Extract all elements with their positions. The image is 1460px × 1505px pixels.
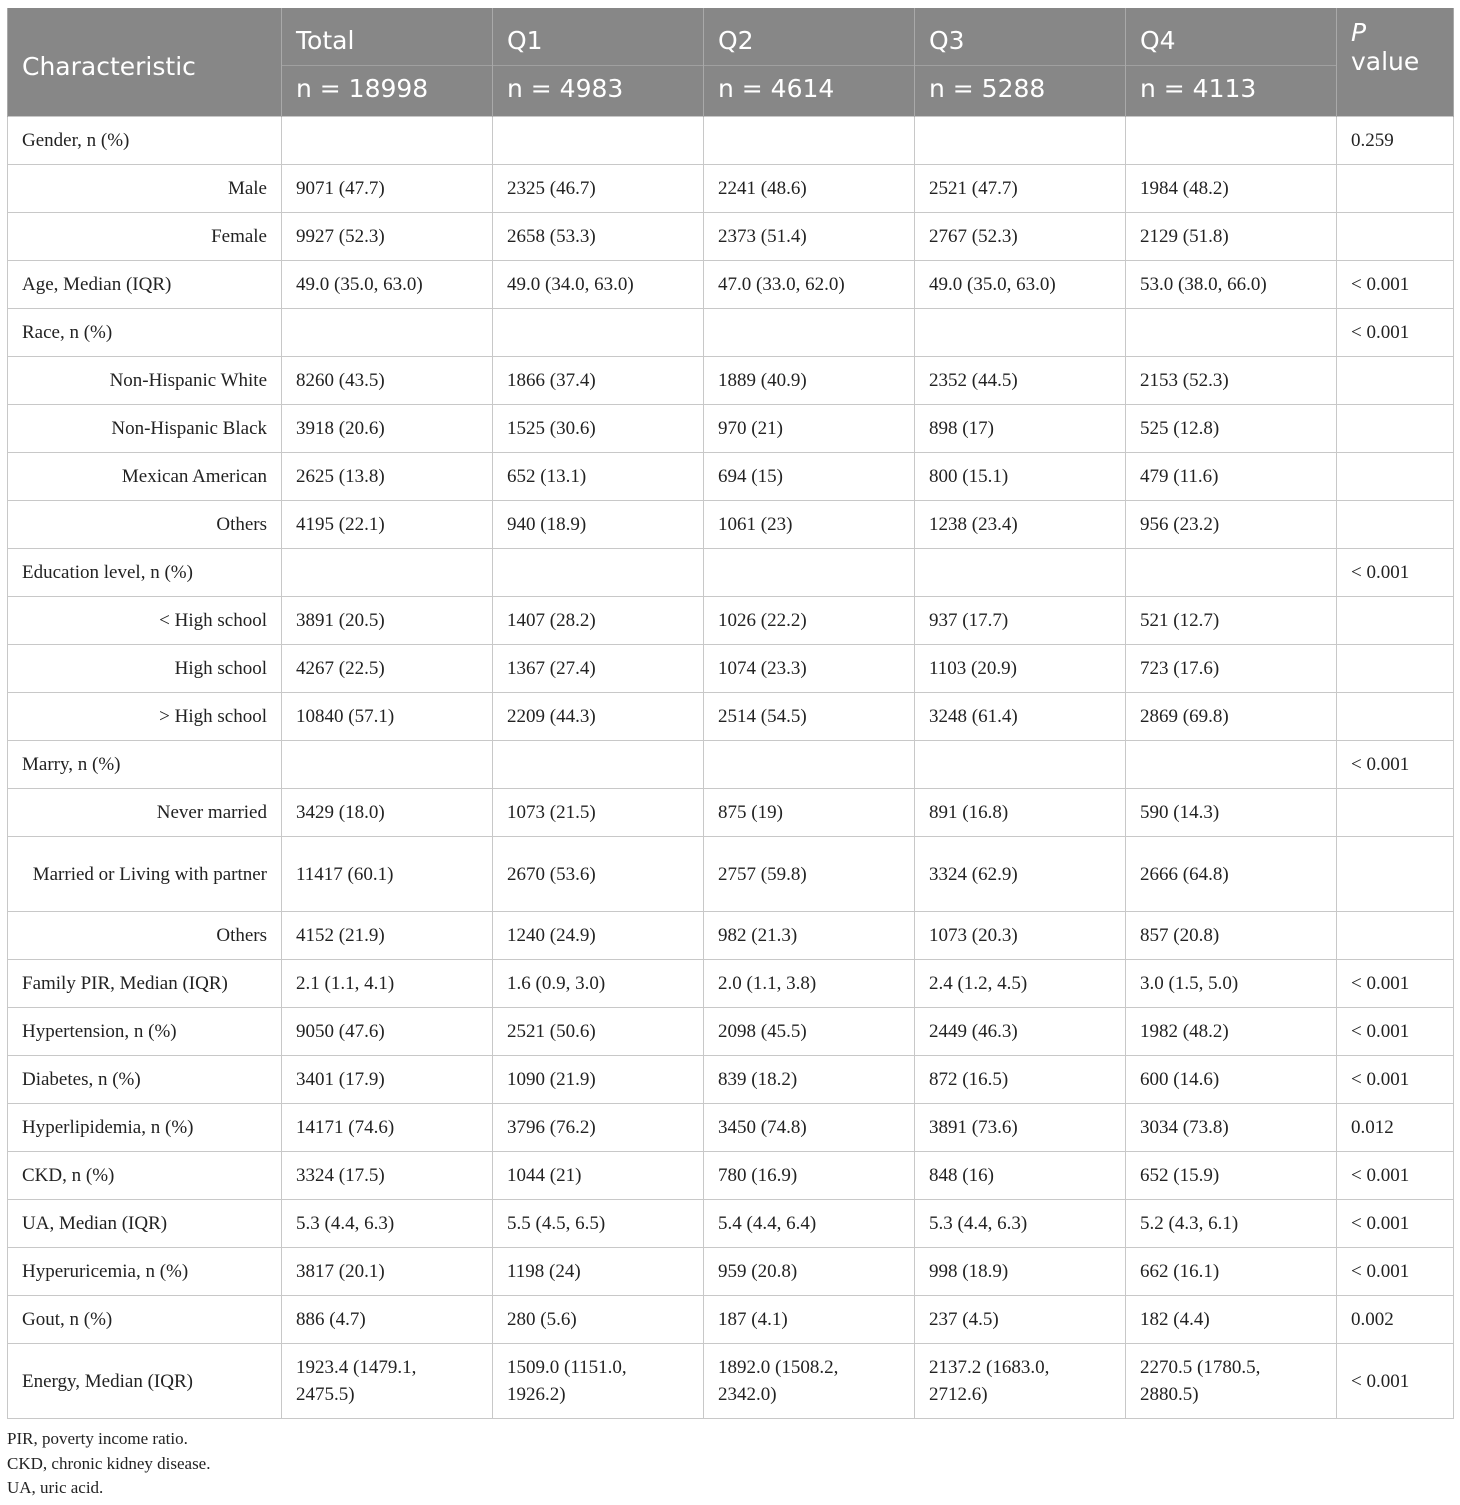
cell-value (704, 309, 915, 357)
cell-pvalue (1337, 693, 1454, 741)
cell-value: 2521 (47.7) (915, 165, 1126, 213)
cell-value: 982 (21.3) (704, 912, 915, 960)
header-pvalue-italic: P (1351, 18, 1367, 47)
cell-value: 5.4 (4.4, 6.4) (704, 1200, 915, 1248)
table-header (8, 8, 1454, 117)
cell-pvalue: 0.259 (1337, 117, 1454, 165)
cell-value: 3034 (73.8) (1126, 1104, 1337, 1152)
cell-value (282, 549, 493, 597)
cell-value: 1892.0 (1508.2, 2342.0) (704, 1344, 915, 1419)
characteristics-table (7, 8, 1454, 1419)
cell-value: 937 (17.7) (915, 597, 1126, 645)
table-row (8, 261, 1454, 309)
header-group-label: Q3 (915, 8, 1126, 66)
cell-pvalue: < 0.001 (1337, 1344, 1454, 1419)
row-label: UA, Median (IQR) (8, 1200, 282, 1248)
cell-value (1126, 549, 1337, 597)
row-label: Gout, n (%) (8, 1296, 282, 1344)
cell-value: 2757 (59.8) (704, 837, 915, 912)
cell-value: 891 (16.8) (915, 789, 1126, 837)
cell-pvalue (1337, 165, 1454, 213)
cell-value: 2514 (54.5) (704, 693, 915, 741)
table-footnotes (7, 1427, 210, 1501)
cell-value: 1866 (37.4) (493, 357, 704, 405)
cell-value: 1061 (23) (704, 501, 915, 549)
cell-value (282, 117, 493, 165)
cell-value (915, 549, 1126, 597)
cell-value: 780 (16.9) (704, 1152, 915, 1200)
cell-value: 237 (4.5) (915, 1296, 1126, 1344)
cell-value: 3918 (20.6) (282, 405, 493, 453)
row-label: Diabetes, n (%) (8, 1056, 282, 1104)
table-row (8, 453, 1454, 501)
cell-value (915, 117, 1126, 165)
header-group-label: Q2 (704, 8, 915, 66)
cell-pvalue: < 0.001 (1337, 1056, 1454, 1104)
cell-pvalue (1337, 645, 1454, 693)
cell-value: 3401 (17.9) (282, 1056, 493, 1104)
row-sublabel: Male (8, 165, 282, 213)
row-sublabel: Female (8, 213, 282, 261)
cell-value: 11417 (60.1) (282, 837, 493, 912)
header-characteristic: Characteristic (8, 8, 282, 117)
cell-pvalue (1337, 597, 1454, 645)
row-sublabel: Mexican American (8, 453, 282, 501)
cell-value: 2767 (52.3) (915, 213, 1126, 261)
cell-value: 3.0 (1.5, 5.0) (1126, 960, 1337, 1008)
cell-value: 2209 (44.3) (493, 693, 704, 741)
table-row (8, 693, 1454, 741)
table-row (8, 165, 1454, 213)
cell-pvalue: < 0.001 (1337, 1200, 1454, 1248)
cell-value: 3817 (20.1) (282, 1248, 493, 1296)
cell-value: 2153 (52.3) (1126, 357, 1337, 405)
row-label: Education level, n (%) (8, 549, 282, 597)
row-label: Family PIR, Median (IQR) (8, 960, 282, 1008)
cell-value: 2.0 (1.1, 3.8) (704, 960, 915, 1008)
cell-value: 2.1 (1.1, 4.1) (282, 960, 493, 1008)
cell-value: 5.3 (4.4, 6.3) (282, 1200, 493, 1248)
row-sublabel: Non-Hispanic Black (8, 405, 282, 453)
cell-value: 1.6 (0.9, 3.0) (493, 960, 704, 1008)
cell-value: 839 (18.2) (704, 1056, 915, 1104)
cell-value: 5.3 (4.4, 6.3) (915, 1200, 1126, 1248)
cell-value: 2869 (69.8) (1126, 693, 1337, 741)
cell-value: 8260 (43.5) (282, 357, 493, 405)
row-sublabel: > High school (8, 693, 282, 741)
cell-value: 1074 (23.3) (704, 645, 915, 693)
cell-value: 9071 (47.7) (282, 165, 493, 213)
table-row (8, 357, 1454, 405)
cell-value: 187 (4.1) (704, 1296, 915, 1344)
cell-value: 2098 (45.5) (704, 1008, 915, 1056)
cell-value: 898 (17) (915, 405, 1126, 453)
cell-value: 2625 (13.8) (282, 453, 493, 501)
cell-pvalue: < 0.001 (1337, 1152, 1454, 1200)
cell-pvalue (1337, 837, 1454, 912)
footnote: CKD, chronic kidney disease. (7, 1453, 211, 1473)
row-label: Hyperlipidemia, n (%) (8, 1104, 282, 1152)
table-row (8, 912, 1454, 960)
cell-value (915, 741, 1126, 789)
cell-value (493, 309, 704, 357)
cell-value (704, 117, 915, 165)
table-row (8, 1056, 1454, 1104)
cell-value: 2449 (46.3) (915, 1008, 1126, 1056)
header-row-labels (8, 8, 1454, 66)
cell-value: 1073 (20.3) (915, 912, 1126, 960)
cell-value: 5.5 (4.5, 6.5) (493, 1200, 704, 1248)
cell-value: 2129 (51.8) (1126, 213, 1337, 261)
cell-value: 3450 (74.8) (704, 1104, 915, 1152)
header-pvalue (1337, 8, 1454, 117)
cell-value: 1923.4 (1479.1, 2475.5) (282, 1344, 493, 1419)
cell-value (1126, 117, 1337, 165)
cell-value (493, 117, 704, 165)
cell-value: 14171 (74.6) (282, 1104, 493, 1152)
cell-value: 2658 (53.3) (493, 213, 704, 261)
cell-value: 1240 (24.9) (493, 912, 704, 960)
cell-value: 723 (17.6) (1126, 645, 1337, 693)
table-row (8, 1152, 1454, 1200)
cell-value: 970 (21) (704, 405, 915, 453)
header-group-label: Q4 (1126, 8, 1337, 66)
cell-value: 857 (20.8) (1126, 912, 1337, 960)
cell-pvalue: 0.002 (1337, 1296, 1454, 1344)
table-row (8, 309, 1454, 357)
cell-pvalue (1337, 501, 1454, 549)
cell-value: 886 (4.7) (282, 1296, 493, 1344)
table-row (8, 1344, 1454, 1419)
footnote: UA, uric acid. (7, 1478, 104, 1497)
cell-value: 2670 (53.6) (493, 837, 704, 912)
cell-value: 53.0 (38.0, 66.0) (1126, 261, 1337, 309)
row-sublabel: Non-Hispanic White (8, 357, 282, 405)
cell-value: 1525 (30.6) (493, 405, 704, 453)
row-label: Marry, n (%) (8, 741, 282, 789)
cell-pvalue: < 0.001 (1337, 549, 1454, 597)
table-row (8, 117, 1454, 165)
cell-pvalue: < 0.001 (1337, 741, 1454, 789)
table-container (7, 8, 1453, 1419)
table-row (8, 1200, 1454, 1248)
cell-value: 1026 (22.2) (704, 597, 915, 645)
cell-value: 4152 (21.9) (282, 912, 493, 960)
cell-value: 940 (18.9) (493, 501, 704, 549)
cell-pvalue (1337, 357, 1454, 405)
cell-value: 652 (15.9) (1126, 1152, 1337, 1200)
row-sublabel: Others (8, 912, 282, 960)
cell-value: 2666 (64.8) (1126, 837, 1337, 912)
table-row (8, 501, 1454, 549)
cell-value: 2373 (51.4) (704, 213, 915, 261)
cell-value: 1407 (28.2) (493, 597, 704, 645)
row-label: CKD, n (%) (8, 1152, 282, 1200)
cell-pvalue (1337, 789, 1454, 837)
table-body (8, 117, 1454, 1419)
cell-value: 1090 (21.9) (493, 1056, 704, 1104)
row-sublabel: Others (8, 501, 282, 549)
cell-value: 3891 (20.5) (282, 597, 493, 645)
table-row (8, 549, 1454, 597)
cell-value: 49.0 (35.0, 63.0) (915, 261, 1126, 309)
cell-value (704, 741, 915, 789)
cell-value: 800 (15.1) (915, 453, 1126, 501)
cell-value: 1984 (48.2) (1126, 165, 1337, 213)
footnote: PIR, poverty income ratio. (7, 1429, 188, 1448)
cell-pvalue: < 0.001 (1337, 1248, 1454, 1296)
cell-value: 1103 (20.9) (915, 645, 1126, 693)
header-group-n: n = 4614 (704, 66, 915, 117)
table-row (8, 405, 1454, 453)
cell-value: 3324 (17.5) (282, 1152, 493, 1200)
cell-value (282, 309, 493, 357)
cell-pvalue: < 0.001 (1337, 261, 1454, 309)
table-row (8, 789, 1454, 837)
cell-value: 47.0 (33.0, 62.0) (704, 261, 915, 309)
cell-value: 9927 (52.3) (282, 213, 493, 261)
cell-value: 998 (18.9) (915, 1248, 1126, 1296)
cell-value: 2241 (48.6) (704, 165, 915, 213)
cell-value (493, 549, 704, 597)
cell-value: 872 (16.5) (915, 1056, 1126, 1104)
cell-value: 694 (15) (704, 453, 915, 501)
row-sublabel: High school (8, 645, 282, 693)
header-pvalue-rest: value (1351, 47, 1420, 76)
cell-value: 2270.5 (1780.5, 2880.5) (1126, 1344, 1337, 1419)
cell-value (1126, 741, 1337, 789)
cell-value: 662 (16.1) (1126, 1248, 1337, 1296)
cell-value: 1073 (21.5) (493, 789, 704, 837)
cell-pvalue (1337, 453, 1454, 501)
cell-value: 49.0 (34.0, 63.0) (493, 261, 704, 309)
cell-pvalue (1337, 405, 1454, 453)
cell-value: 1198 (24) (493, 1248, 704, 1296)
cell-value: 3796 (76.2) (493, 1104, 704, 1152)
cell-value: 3324 (62.9) (915, 837, 1126, 912)
table-row (8, 1104, 1454, 1152)
cell-value: 49.0 (35.0, 63.0) (282, 261, 493, 309)
row-sublabel: Married or Living with partner (8, 837, 282, 912)
header-group-n: n = 5288 (915, 66, 1126, 117)
row-label: Hypertension, n (%) (8, 1008, 282, 1056)
cell-value: 2.4 (1.2, 4.5) (915, 960, 1126, 1008)
cell-value: 600 (14.6) (1126, 1056, 1337, 1104)
cell-value: 3429 (18.0) (282, 789, 493, 837)
cell-pvalue: 0.012 (1337, 1104, 1454, 1152)
row-label: Energy, Median (IQR) (8, 1344, 282, 1419)
cell-value (493, 741, 704, 789)
cell-value: 5.2 (4.3, 6.1) (1126, 1200, 1337, 1248)
cell-value: 2521 (50.6) (493, 1008, 704, 1056)
cell-value: 2325 (46.7) (493, 165, 704, 213)
cell-value: 479 (11.6) (1126, 453, 1337, 501)
row-label: Race, n (%) (8, 309, 282, 357)
cell-value: 590 (14.3) (1126, 789, 1337, 837)
table-row (8, 837, 1454, 912)
row-label: Gender, n (%) (8, 117, 282, 165)
header-group-label: Total (282, 8, 493, 66)
table-row (8, 645, 1454, 693)
table-row (8, 213, 1454, 261)
cell-value: 1238 (23.4) (915, 501, 1126, 549)
cell-value: 2352 (44.5) (915, 357, 1126, 405)
header-group-label: Q1 (493, 8, 704, 66)
row-label: Age, Median (IQR) (8, 261, 282, 309)
cell-value: 3891 (73.6) (915, 1104, 1126, 1152)
header-group-n: n = 18998 (282, 66, 493, 117)
cell-value: 959 (20.8) (704, 1248, 915, 1296)
cell-value: 1044 (21) (493, 1152, 704, 1200)
row-sublabel: Never married (8, 789, 282, 837)
row-sublabel: < High school (8, 597, 282, 645)
cell-value (1126, 309, 1337, 357)
header-group-n: n = 4113 (1126, 66, 1337, 117)
cell-value: 4267 (22.5) (282, 645, 493, 693)
cell-value: 525 (12.8) (1126, 405, 1337, 453)
cell-value: 4195 (22.1) (282, 501, 493, 549)
cell-value: 182 (4.4) (1126, 1296, 1337, 1344)
cell-value: 1367 (27.4) (493, 645, 704, 693)
cell-value: 1982 (48.2) (1126, 1008, 1337, 1056)
cell-pvalue: < 0.001 (1337, 1008, 1454, 1056)
cell-pvalue (1337, 213, 1454, 261)
cell-value: 9050 (47.6) (282, 1008, 493, 1056)
cell-value: 2137.2 (1683.0, 2712.6) (915, 1344, 1126, 1419)
table-row (8, 1296, 1454, 1344)
cell-pvalue: < 0.001 (1337, 960, 1454, 1008)
cell-value: 3248 (61.4) (915, 693, 1126, 741)
table-row (8, 741, 1454, 789)
table-row (8, 960, 1454, 1008)
cell-value (915, 309, 1126, 357)
cell-value (704, 549, 915, 597)
row-label: Hyperuricemia, n (%) (8, 1248, 282, 1296)
cell-value: 652 (13.1) (493, 453, 704, 501)
cell-value (282, 741, 493, 789)
cell-value: 1889 (40.9) (704, 357, 915, 405)
header-group-n: n = 4983 (493, 66, 704, 117)
cell-pvalue: < 0.001 (1337, 309, 1454, 357)
table-row (8, 597, 1454, 645)
cell-value: 1509.0 (1151.0, 1926.2) (493, 1344, 704, 1419)
cell-pvalue (1337, 912, 1454, 960)
cell-value: 280 (5.6) (493, 1296, 704, 1344)
cell-value: 875 (19) (704, 789, 915, 837)
cell-value: 848 (16) (915, 1152, 1126, 1200)
cell-value: 956 (23.2) (1126, 501, 1337, 549)
cell-value: 521 (12.7) (1126, 597, 1337, 645)
table-row (8, 1248, 1454, 1296)
table-row (8, 1008, 1454, 1056)
cell-value: 10840 (57.1) (282, 693, 493, 741)
